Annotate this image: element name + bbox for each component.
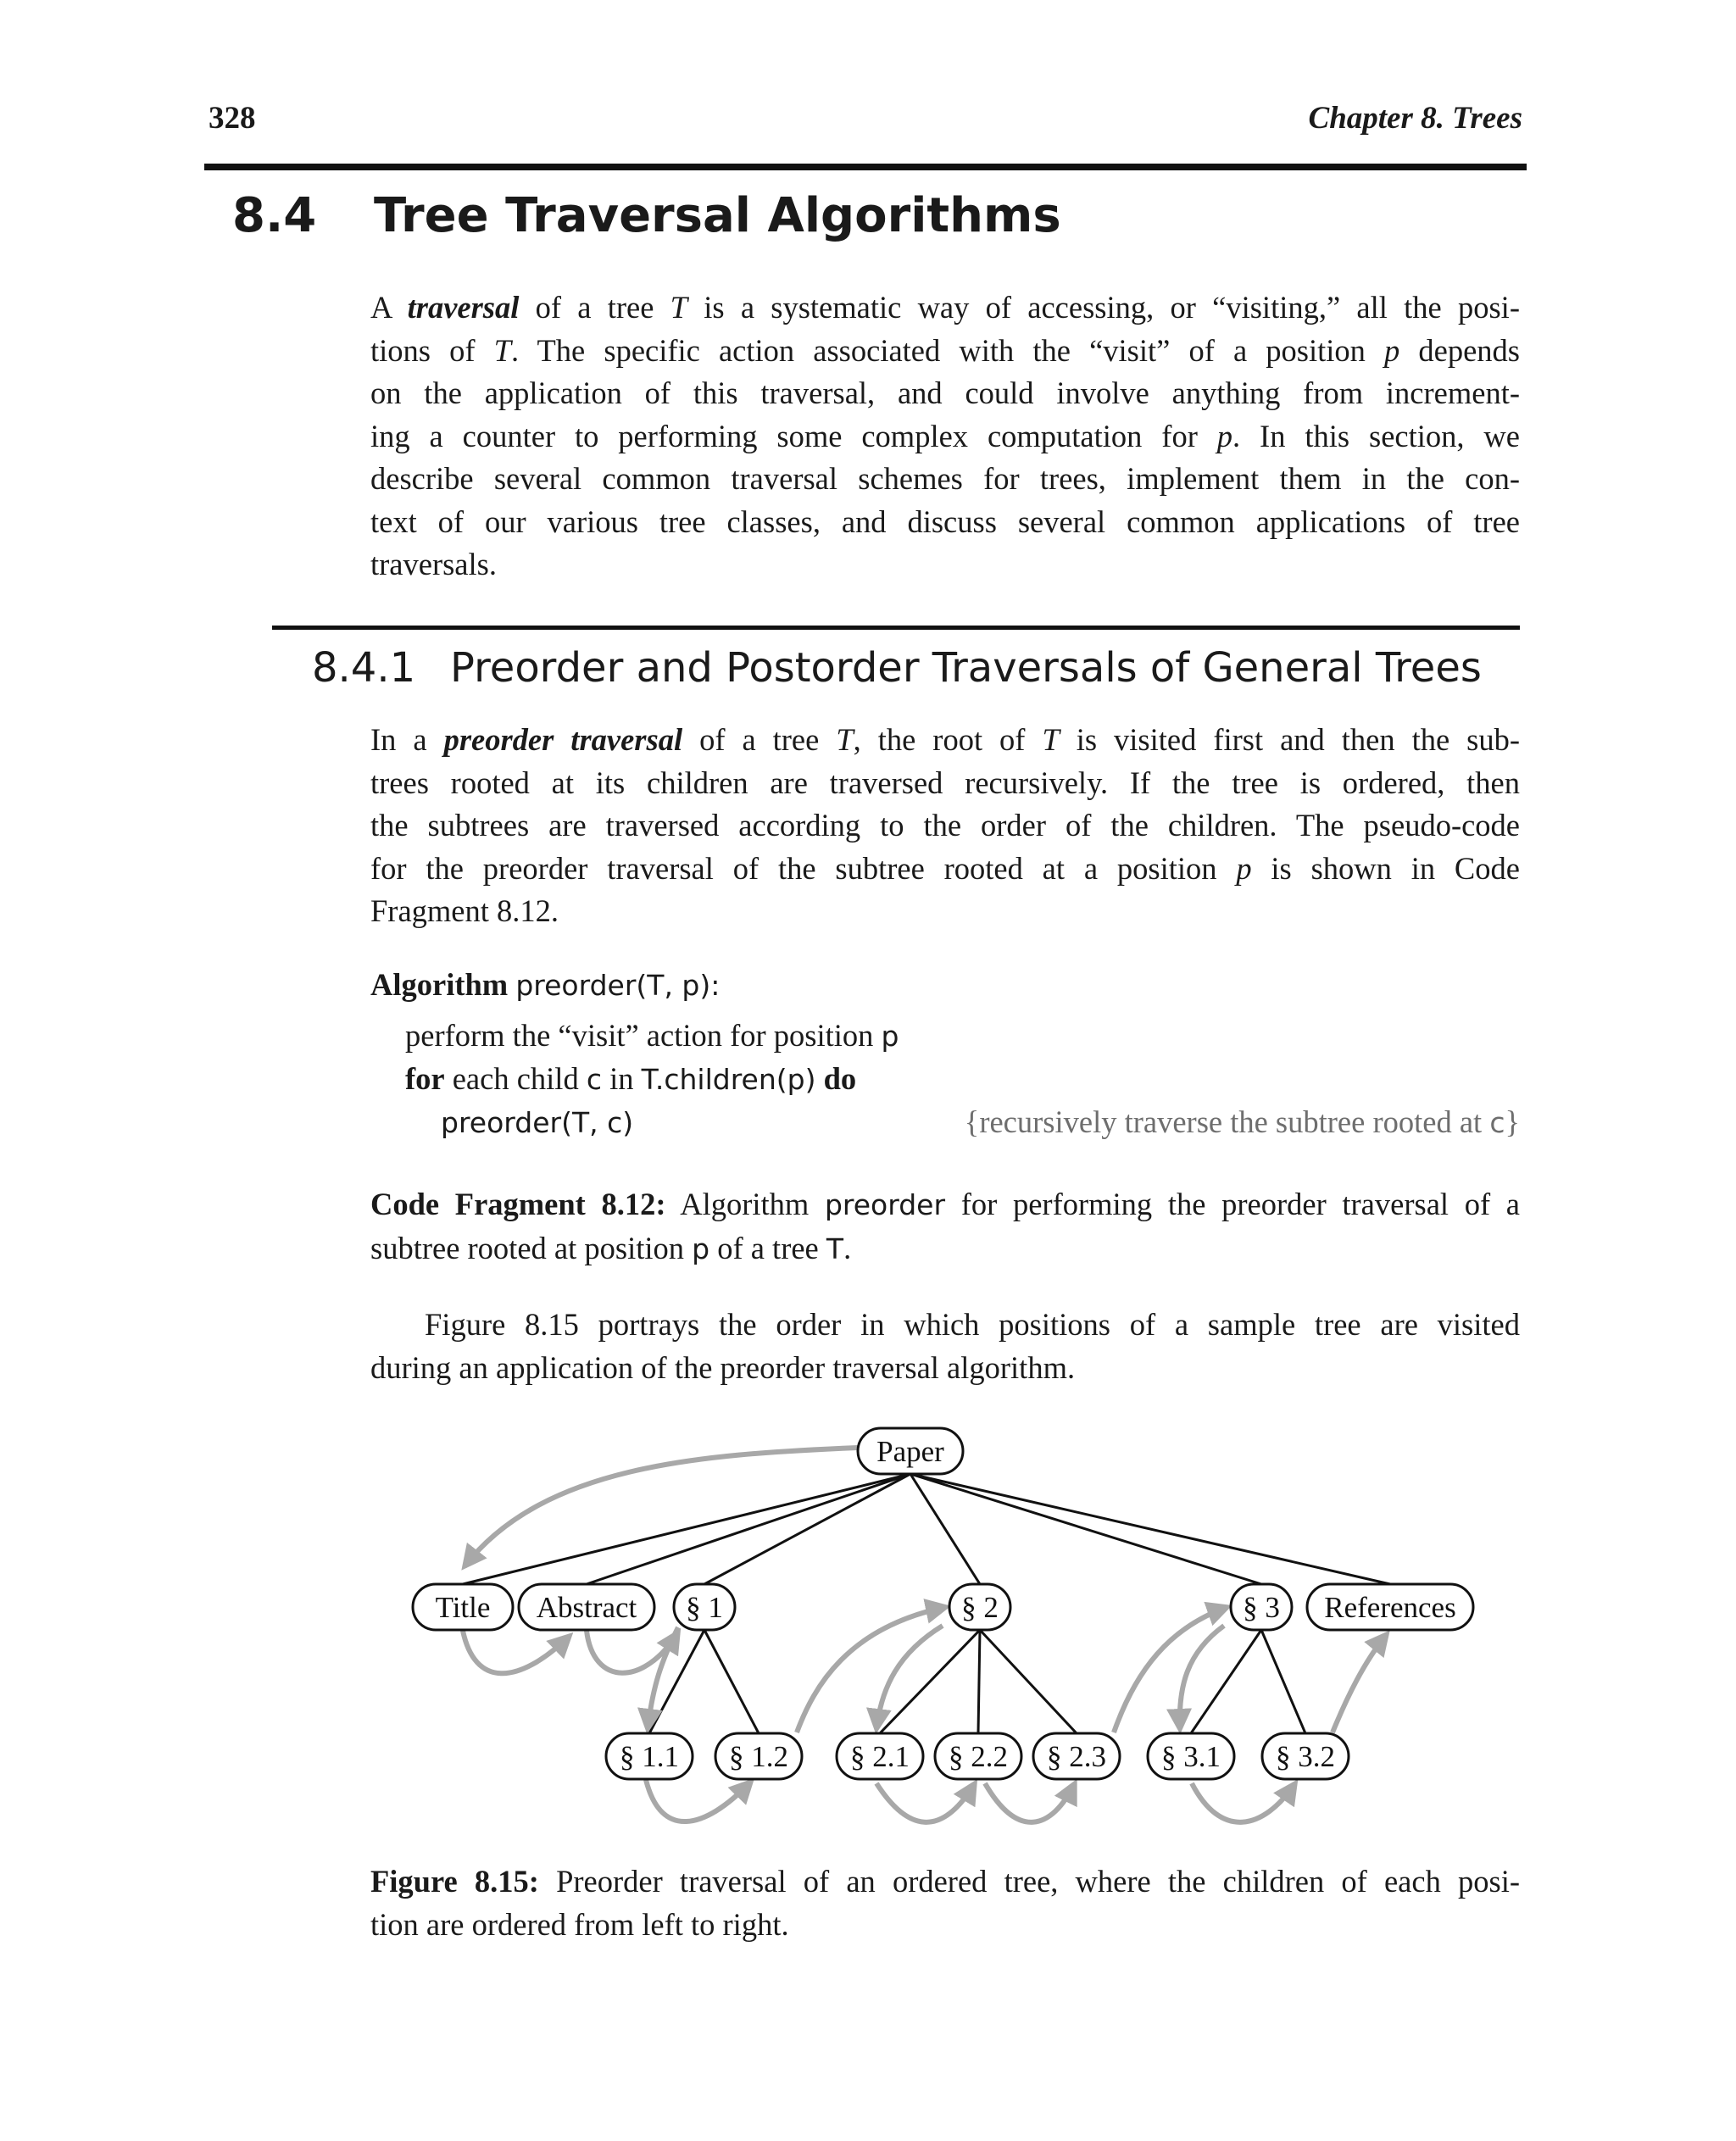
tree-node-label: § 1.2 — [729, 1740, 788, 1773]
figure-intro-line-1: Figure 8.15 portrays the order in which positions of a sample tree are visited — [425, 1307, 1520, 1342]
tree-edge — [978, 1630, 980, 1733]
tree-node-sec2 — [949, 1584, 1010, 1630]
term-traversal: traversal — [407, 290, 520, 325]
section-title: Tree Traversal Algorithms — [374, 188, 1061, 243]
algorithm-line-2: for each child c in T.children(p) do — [405, 1061, 857, 1096]
traversal-arrow — [876, 1783, 975, 1822]
tree-node-sec2-3 — [1033, 1733, 1120, 1779]
section-number: 8.4 — [232, 188, 317, 243]
algorithm-line-3-call: preorder(T, c) — [441, 1106, 634, 1139]
traversal-arrow — [985, 1783, 1075, 1822]
traversal-arrow — [646, 1780, 751, 1821]
traversal-arrow — [1180, 1626, 1224, 1729]
tree-node-label: § 1 — [686, 1591, 723, 1624]
preorder-line-2: trees rooted at its children are traversed recursively. If the tree is ordered, then — [370, 765, 1520, 800]
preorder-line-5: Fragment 8.12. — [370, 893, 559, 928]
traversal-arrow — [648, 1627, 678, 1729]
tree-edge — [910, 1474, 1261, 1584]
tree-node-sec1 — [674, 1584, 735, 1630]
figure-intro-line-2: during an application of the preorder traversal algorithm. — [370, 1349, 1076, 1385]
algorithm-line-3-comment: {recursively traverse the subtree rooted at c} — [964, 1104, 1520, 1139]
tree-node-label: § 3.2 — [1276, 1740, 1335, 1773]
tree-edge — [704, 1474, 910, 1584]
tree-node-references — [1307, 1584, 1473, 1630]
preorder-line-4: for the preorder traversal of the subtree rooted at a position p is shown in Code — [370, 850, 1520, 886]
tree-node-sec3-1 — [1148, 1733, 1234, 1779]
tree-node-sec3 — [1231, 1584, 1292, 1630]
tree-node-label: § 2.2 — [949, 1740, 1008, 1773]
algorithm-line-1: perform the “visit” action for position p — [405, 1018, 899, 1053]
figure-caption-line-1: Figure 8.15: Preorder traversal of an ordered tree, where the children of each posi- — [370, 1864, 1520, 1899]
tree-node-sec2-2 — [935, 1733, 1021, 1779]
tree-node-sec1-2 — [715, 1733, 802, 1779]
traversal-arrow — [1192, 1783, 1295, 1822]
algorithm-signature: preorder(T, p): — [515, 969, 721, 1002]
tree-edge — [910, 1474, 980, 1584]
subsection-number: 8.4.1 — [312, 644, 416, 692]
code-caption-line-1: Code Fragment 8.12: Algorithm preorder for performing the preorder traversal of a — [370, 1187, 1520, 1221]
tree-node-label: § 3.1 — [1161, 1740, 1221, 1773]
intro-line-7: traversals. — [370, 547, 497, 581]
tree-node-sec1-1 — [606, 1733, 693, 1779]
algorithm-keyword: Algorithm — [370, 967, 509, 1002]
preorder-line-3: the subtrees are traversed according to the order of the children. The pseudo-code — [370, 808, 1520, 842]
running-head-chapter: Chapter 8. Trees — [1308, 101, 1522, 136]
intro-line-2: tions of T. The specific action associated with the “visit” of a position p depends — [370, 332, 1520, 368]
tree-edge — [980, 1630, 1077, 1733]
intro-line-6: text of our various tree classes, and discuss several common applications of tree — [370, 503, 1520, 539]
figure-caption-line-2: tion are ordered from left to right. — [370, 1906, 789, 1942]
tree-node-label: § 2.1 — [850, 1740, 910, 1773]
tree-node-label: § 3 — [1243, 1591, 1280, 1624]
traversal-arrow — [463, 1631, 570, 1673]
tree-edge — [910, 1474, 1390, 1584]
tree-node-label: § 2 — [961, 1591, 999, 1624]
intro-line-3: on the application of this traversal, and could involve anything from increment- — [370, 375, 1520, 410]
traversal-arrow — [1114, 1607, 1227, 1732]
traversal-arrows — [463, 1448, 1387, 1822]
tree-node-label: References — [1324, 1591, 1456, 1624]
preorder-line-1: In a preorder traversal of a tree T, the root of T is visited first and then the sub- — [370, 722, 1521, 757]
code-caption-line-2: subtree rooted at position p of a tree T. — [370, 1230, 852, 1265]
tree-node-sec3-2 — [1262, 1733, 1349, 1779]
traversal-arrow — [797, 1607, 946, 1732]
traversal-arrow — [1333, 1634, 1387, 1732]
figure-caption — [370, 1860, 1520, 1946]
tree-edge — [880, 1630, 980, 1733]
traversal-arrow — [465, 1448, 858, 1566]
tree-edge — [1261, 1630, 1305, 1733]
tree-node-abstract — [519, 1584, 654, 1630]
intro-line-5: describe several common traversal schemes for trees, implement them in the con- — [370, 461, 1520, 496]
subsection-title: Preorder and Postorder Traversals of General Trees — [450, 644, 1482, 692]
intro-line-4: ing a counter to performing some complex computation for p. In this section, we — [370, 418, 1520, 453]
term-preorder-traversal: preorder traversal — [443, 722, 683, 757]
tree-node-title — [413, 1584, 513, 1630]
tree-edge — [587, 1474, 910, 1584]
tree-node-paper — [858, 1428, 963, 1474]
tree-node-label: Title — [435, 1591, 491, 1624]
intro-line-1: A traversal of a tree T is a systematic way of accessing, or “visiting,” all the posi- — [370, 290, 1520, 325]
tree-node-label: § 1.1 — [620, 1740, 679, 1773]
tree-node-sec2-1 — [837, 1733, 923, 1779]
tree-edge — [463, 1474, 910, 1584]
tree-edge — [704, 1630, 759, 1733]
page-number: 328 — [209, 101, 256, 136]
tree-node-label: § 2.3 — [1047, 1740, 1106, 1773]
tree-node-label: Paper — [876, 1435, 944, 1468]
tree-node-label: Abstract — [536, 1591, 637, 1624]
